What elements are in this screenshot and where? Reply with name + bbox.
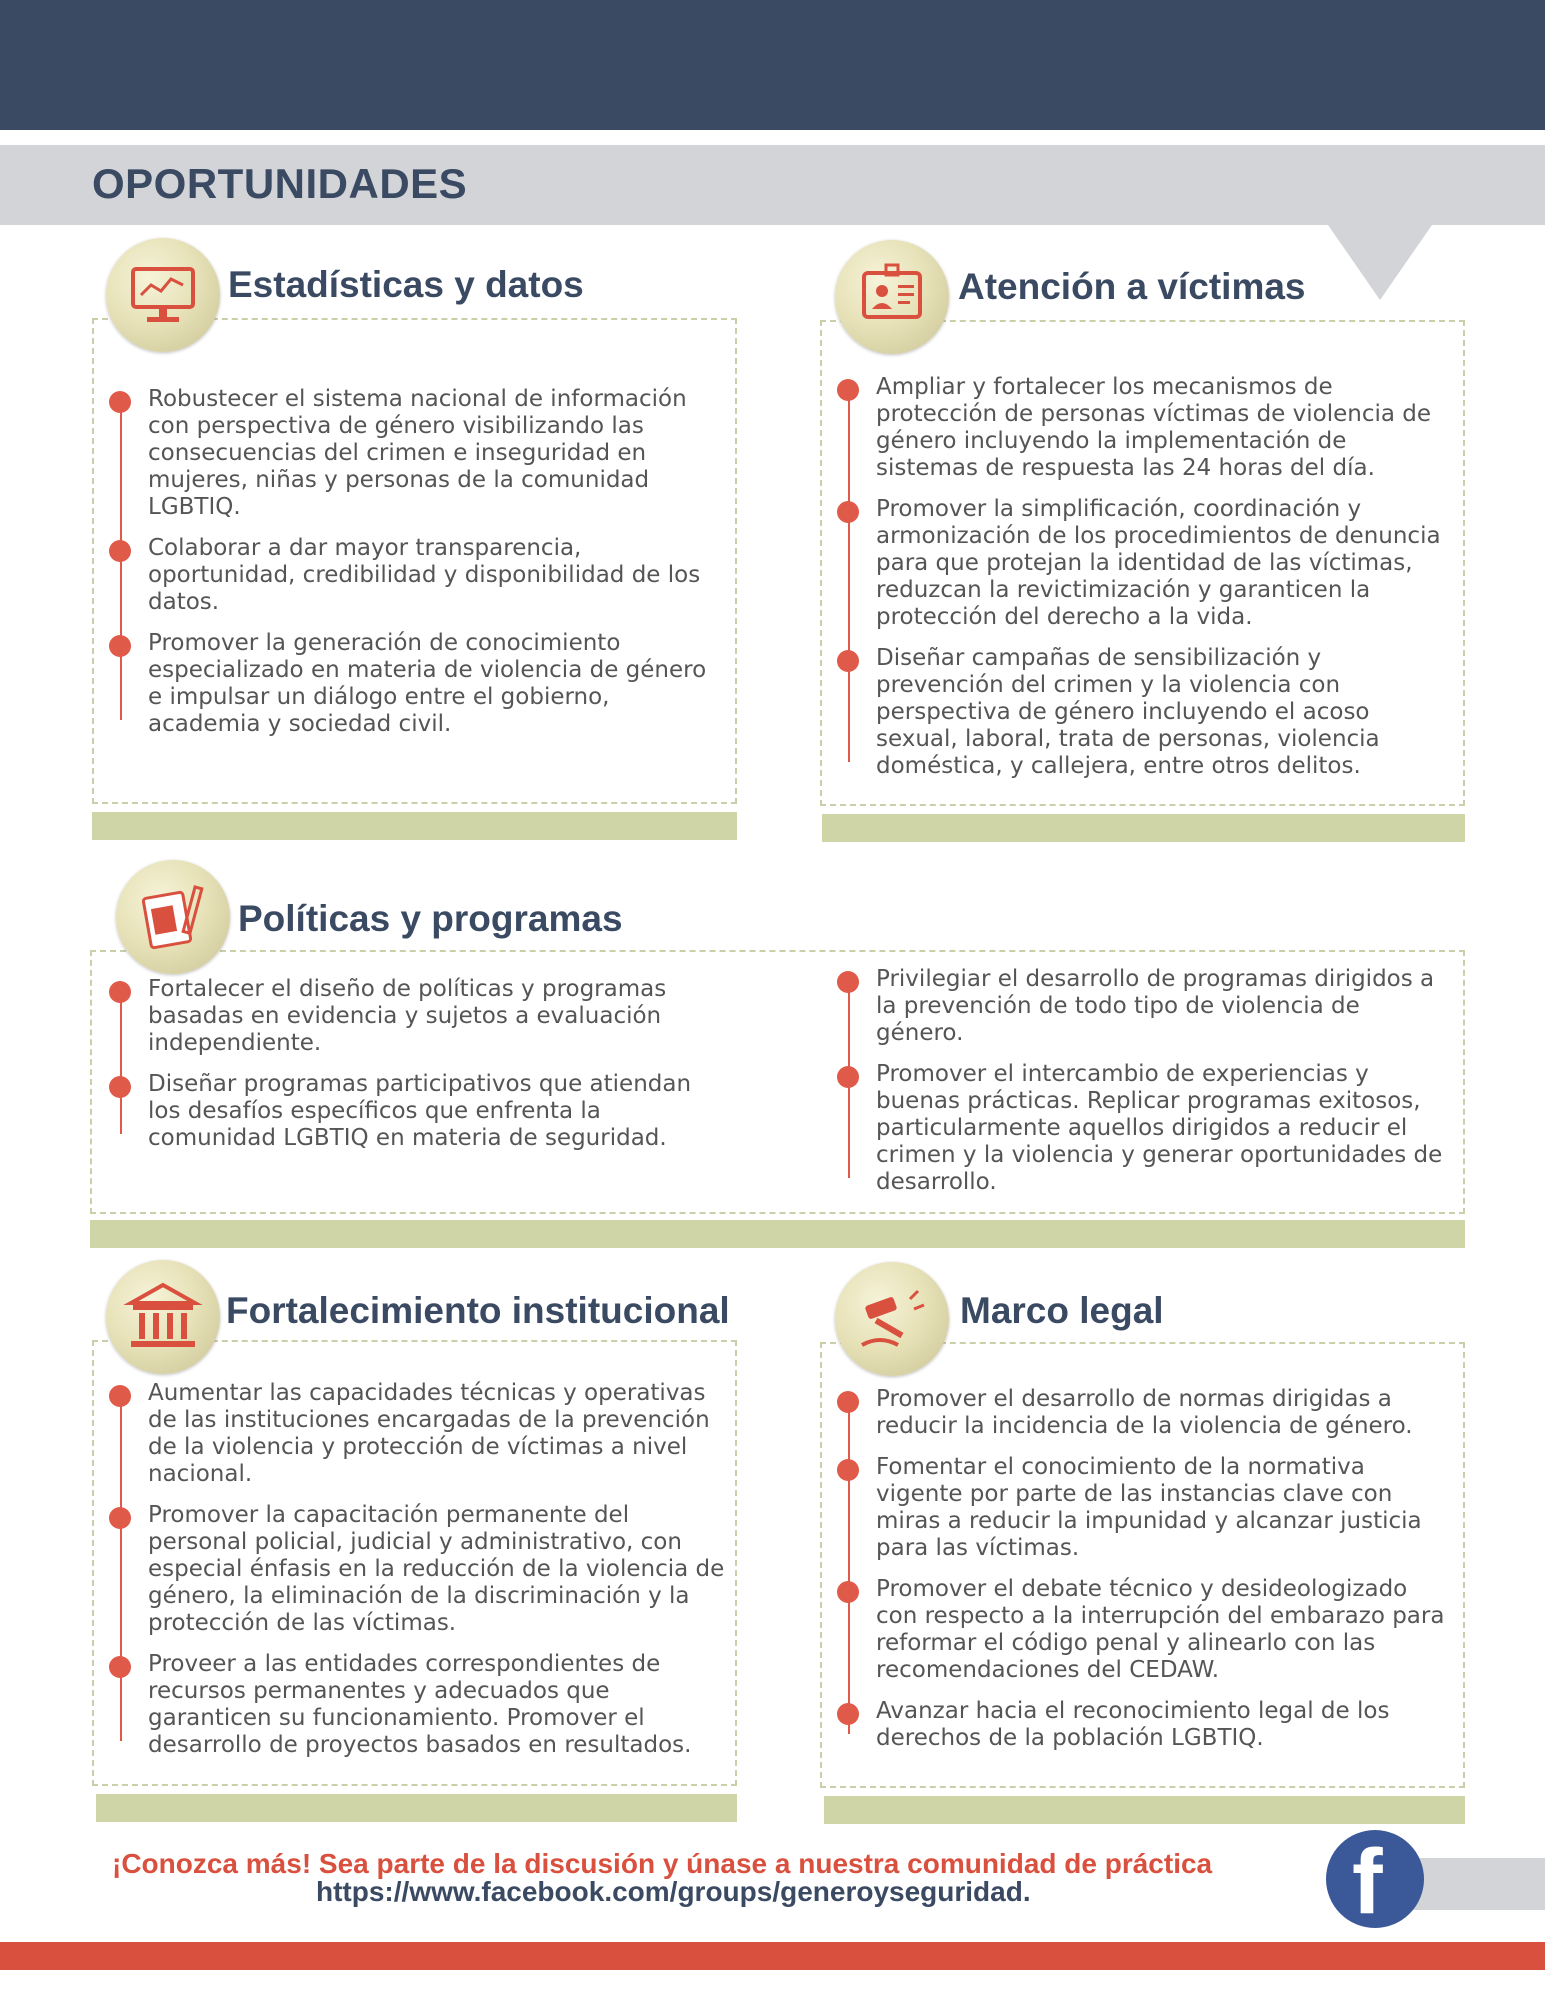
list-item: Avanzar hacia el reconocimiento legal de los derechos de la población LGBTIQ.	[848, 1698, 1448, 1752]
list-item: Promover la simplificación, coordinación y armonización de los procedimientos de denuncia para que protejan la identidad de las víctimas, reduzcan la revictimización y garanticen la protección del derecho a la vida.	[848, 496, 1448, 631]
list-item: Ampliar y fortalecer los mecanismos de protección de personas víctimas de violencia de género incluyendo la implementación de sistemas de respuesta las 24 horas del día.	[848, 374, 1448, 482]
list-item: Promover el intercambio de experiencias y buenas prácticas. Replicar programas exitosos, particularmente aquellos dirigidos a reducir el crimen y la violencia y generar oportunidades de desarrollo.	[848, 1061, 1448, 1196]
header-notch	[1328, 225, 1432, 300]
document-pen-icon	[116, 860, 230, 974]
list-item: Aumentar las capacidades técnicas y operativas de las instituciones encargadas de la prevención de la violencia y protección de víctimas a nivel nacional.	[120, 1380, 732, 1488]
list-estadisticas	[120, 386, 720, 738]
list-atencion	[848, 374, 1448, 780]
section-title-estadisticas: Estadísticas y datos	[228, 264, 584, 305]
top-banner	[0, 0, 1545, 130]
id-badge-icon	[835, 240, 949, 354]
list-item: Colaborar a dar mayor transparencia, oportunidad, credibilidad y disponibilidad de los datos.	[120, 535, 720, 616]
section-title-politicas: Políticas y programas	[238, 898, 623, 939]
list-item: Promover la capacitación permanente del personal policial, judicial y administrativo, con especial énfasis en la reducción de la violencia de género, la eliminación de la discriminación y la protección de las víctimas.	[120, 1502, 732, 1637]
list-item: Promover la generación de conocimiento especializado en materia de violencia de género e impulsar un diálogo entre el gobierno, academia y sociedad civil.	[120, 630, 720, 738]
bottom-banner	[0, 1942, 1545, 1970]
list-item: Privilegiar el desarrollo de programas dirigidos a la prevención de todo tipo de violencia de género.	[848, 966, 1448, 1047]
footer-call-to-action: ¡Conozca más! Sea parte de la discusión y únase a nuestra comunidad de práctica	[112, 1848, 1213, 1879]
list-item: Diseñar campañas de sensibilización y prevención del crimen y la violencia con perspectiva de género incluyendo el acoso sexual, laboral, trata de personas, violencia doméstica, y callejera, entre otros delitos.	[848, 645, 1448, 780]
section-title-fortalecimiento: Fortalecimiento institucional	[226, 1290, 730, 1331]
list-item: Diseñar programas participativos que atiendan los desafíos específicos que enfrenta la comunidad LGBTIQ en materia de seguridad.	[120, 1071, 720, 1152]
list-item: Fomentar el conocimiento de la normativa vigente por parte de las instancias clave con miras a reducir la impunidad y alcanzar justicia para las víctimas.	[848, 1454, 1448, 1562]
list-politicas-right	[848, 966, 1448, 1196]
institution-building-icon	[106, 1260, 220, 1374]
section-title-atencion: Atención a víctimas	[958, 266, 1306, 307]
list-marco	[848, 1386, 1448, 1752]
panel-band-marco	[824, 1796, 1465, 1824]
list-item: Proveer a las entidades correspondientes de recursos permanentes y adecuados que garanticen su funcionamiento. Promover el desarrollo de proyectos basados en resultados.	[120, 1651, 732, 1759]
page-title: OPORTUNIDADES	[92, 160, 468, 207]
panel-band-atencion	[822, 814, 1465, 842]
facebook-group-link[interactable]: https://www.facebook.com/groups/generoyseguridad.	[316, 1876, 1031, 1907]
panel-band-estadisticas	[92, 812, 737, 840]
list-politicas-left	[120, 976, 720, 1152]
list-fortalecimiento	[120, 1380, 732, 1759]
panel-band-fortalecimiento	[96, 1794, 737, 1822]
panel-band-politicas	[90, 1220, 1465, 1248]
list-item: Robustecer el sistema nacional de información con perspectiva de género visibilizando las consecuencias del crimen e inseguridad en mujeres, niñas y personas de la comunidad LGBTIQ.	[120, 386, 720, 521]
list-item: Fortalecer el diseño de políticas y programas basadas en evidencia y sujetos a evaluación independiente.	[120, 976, 720, 1057]
gavel-icon	[835, 1262, 949, 1376]
section-title-marco: Marco legal	[960, 1290, 1164, 1331]
monitor-chart-icon	[106, 238, 220, 352]
list-item: Promover el debate técnico y desideologizado con respecto a la interrupción del embarazo para reformar el código penal y alinearlo con las recomendaciones del CEDAW.	[848, 1576, 1448, 1684]
facebook-letter: f	[1352, 1831, 1383, 1933]
list-item: Promover el desarrollo de normas dirigidas a reducir la incidencia de la violencia de género.	[848, 1386, 1448, 1440]
